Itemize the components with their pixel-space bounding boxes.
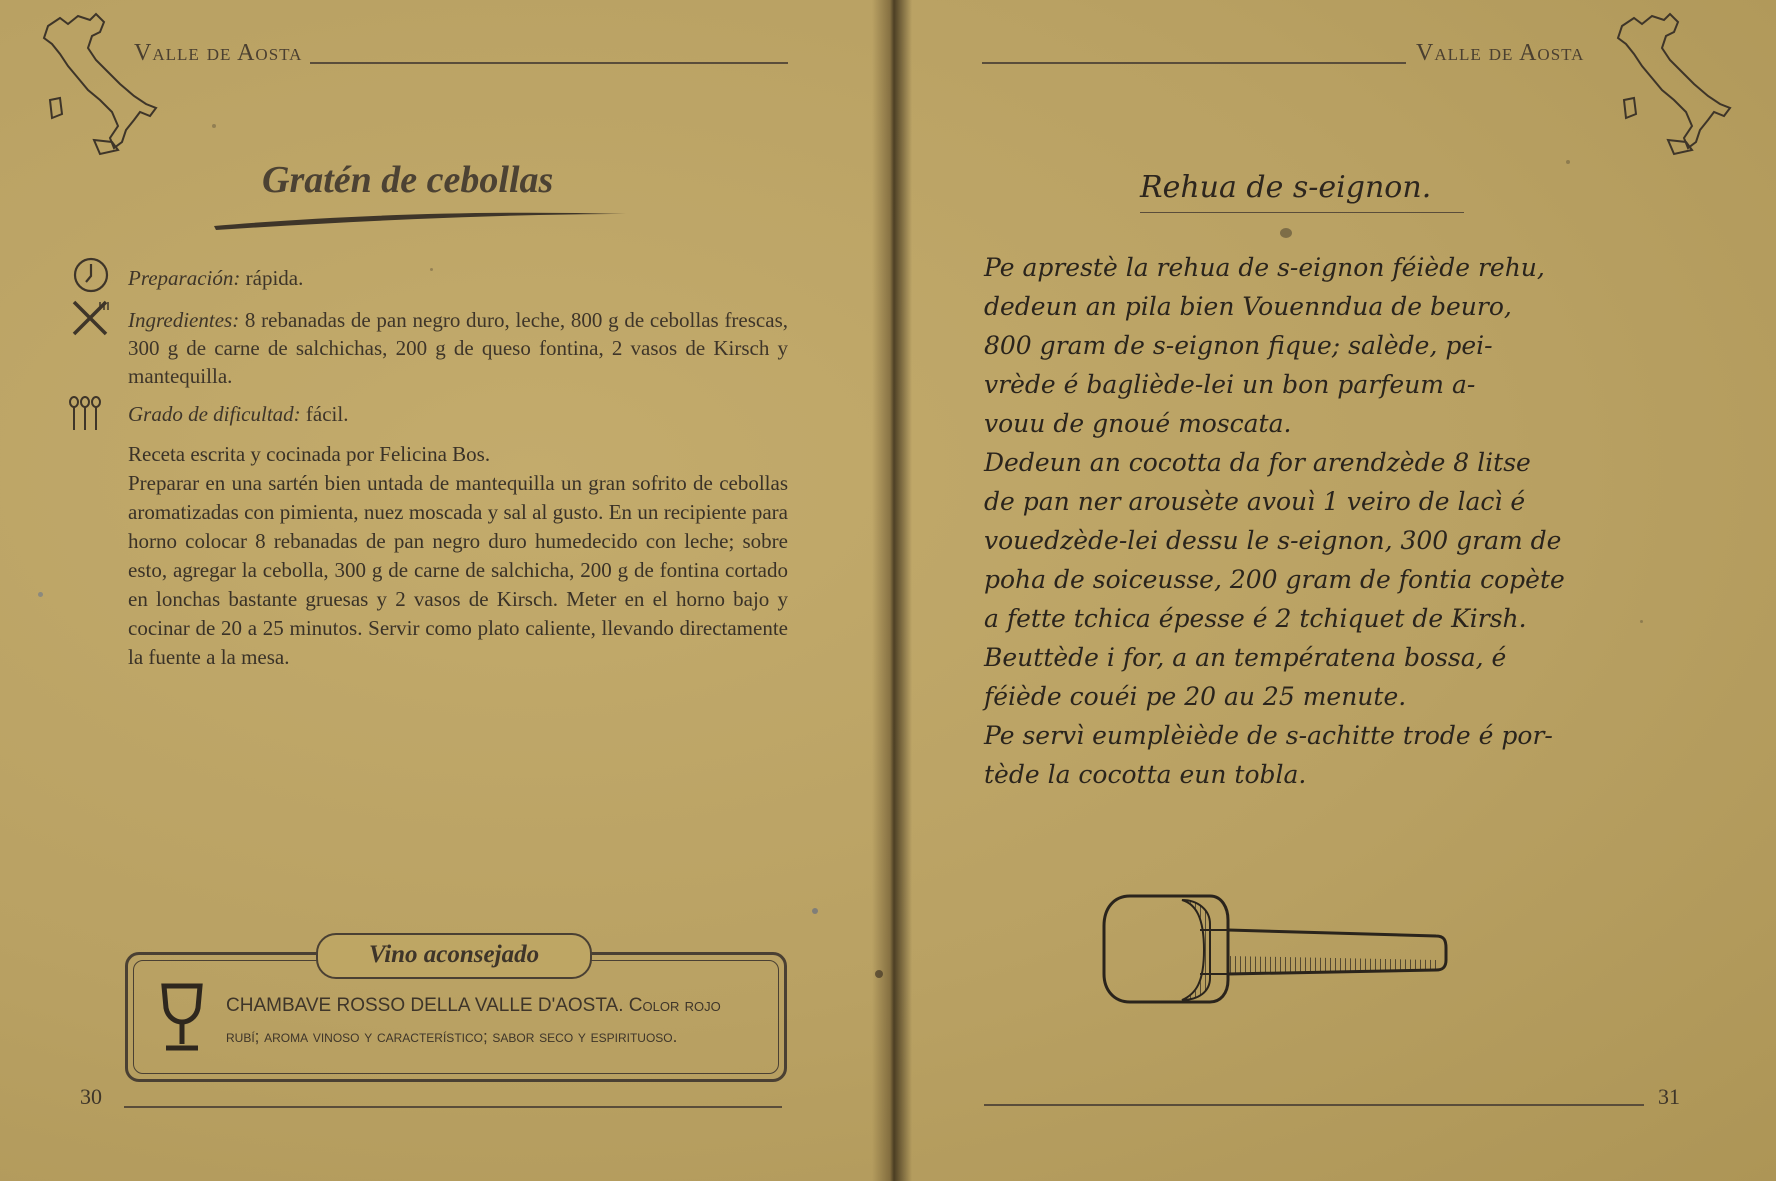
handwritten-line: vouu de gnoué moscata. — [984, 409, 1292, 438]
handwritten-line: Beuttède i for, a an températena bossa, é — [984, 643, 1507, 672]
running-head: Valle de Aosta — [1416, 40, 1585, 66]
preparation-label: Preparación: — [128, 266, 241, 290]
preparation-value: rápida. — [240, 266, 304, 290]
running-head: Valle de Aosta — [134, 40, 303, 66]
italy-map-icon — [38, 8, 164, 158]
handwritten-line: féiède couéi pe 20 au 25 menute. — [984, 682, 1407, 711]
wine-glass-icon — [158, 982, 206, 1054]
handwritten-line: poha de soiceusse, 200 gram de fontia copète — [984, 565, 1565, 594]
wine-description-line1: Color rojo — [623, 995, 721, 1016]
page-number-left: 30 — [80, 1084, 102, 1109]
wine-name: CHAMBAVE ROSSO DELLA VALLE D'AOSTA. — [226, 995, 624, 1016]
ingredients-label: Ingredientes: — [128, 308, 240, 332]
wine-description-line2: rubí; aroma vinoso y característico; sabor seco y espirituoso. — [226, 1027, 678, 1046]
preparation-row — [128, 264, 303, 292]
difficulty-row — [128, 400, 348, 428]
ingredients-value: 8 rebanadas de pan negro duro, leche, 800 g de cebollas frescas, 300 g de carne de salchichas, 200 g de queso fontina, 2 vasos de Kirsch y mantequilla. — [128, 308, 788, 388]
handwritten-line: Dedeun an cocotta da for arendzède 8 litse — [984, 448, 1531, 477]
rolling-pin-illustration — [1100, 890, 1450, 1010]
recipe-instructions: Preparar en una sartén bien untada de mantequilla un gran sofrito de cebollas aromatizadas con pimienta, nuez moscada y sal al gusto. En un recipiente para horno colocar 8 rebanadas de pan negro duro humedecido con leche; sobre esto, agregar la cebolla, 300 g de carne de salchicha, 200 g de fontina cortado en lonchas bastante gruesas y 2 vasos de Kirsch. Meter en el horno bajo y cocinar de 20 a 25 minutos. Servir como plato caliente, llevando directamente la fuente a la mesa. — [128, 471, 788, 669]
difficulty-value: fácil. — [300, 402, 349, 426]
page-number-right: 31 — [1658, 1084, 1680, 1109]
title-underline-swoosh — [210, 204, 630, 232]
wine-tab-label: Vino aconsejado — [316, 933, 592, 979]
footer-rule — [124, 1106, 782, 1108]
handwritten-title-underline — [1140, 212, 1464, 213]
handwritten-line: vrède é bagliède-lei un bon parfeum a- — [984, 370, 1476, 399]
handwritten-line: 800 gram de s-eignon fique; salède, pei- — [984, 331, 1493, 360]
clock-icon — [72, 256, 110, 294]
header-rule — [310, 62, 788, 64]
handwritten-line: de pan ner arousète avouì 1 veiro de lacì é — [984, 487, 1526, 516]
footer-rule — [984, 1104, 1644, 1106]
recipe-title: Gratén de cebollas — [262, 159, 554, 201]
handwritten-line: a fette tchica épesse é 2 tchiquet de Kirsh. — [984, 604, 1527, 633]
handwritten-line: vouedzède-lei dessu le s-eignon, 300 gram de — [984, 526, 1562, 555]
spoons-icon — [68, 396, 102, 432]
recipe-body — [128, 440, 788, 672]
handwritten-line: Pe servì eumplèiède de s-achitte trode é por- — [984, 721, 1553, 750]
author-line: Receta escrita y cocinada por Felicina Bos. — [128, 442, 491, 466]
handwritten-title: Rehua de s-eignon. — [1140, 170, 1432, 205]
handwritten-line: dedeun an pila bien Vouenndua de beuro, — [984, 292, 1512, 321]
handwritten-line: Pe aprestè la rehua de s-eignon féiède rehu, — [984, 253, 1545, 282]
header-rule — [982, 62, 1406, 64]
ingredients-row — [128, 306, 788, 390]
crossed-cutlery-icon — [70, 300, 110, 336]
handwritten-recipe — [984, 248, 1584, 794]
italy-map-icon — [1612, 8, 1738, 158]
handwritten-line: tède la cocotta eun tobla. — [984, 760, 1307, 789]
wine-description — [226, 990, 766, 1052]
difficulty-label: Grado de dificultad: — [128, 402, 301, 426]
